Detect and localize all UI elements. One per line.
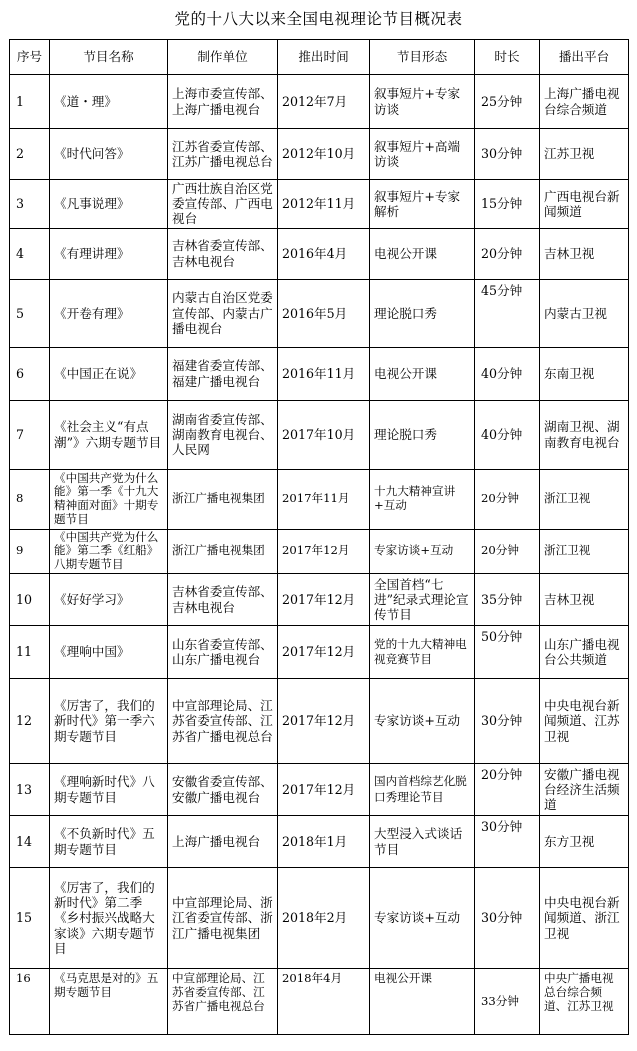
cell-format: 专家访谈+互动 [370, 868, 475, 969]
cell-no: 16 [10, 969, 50, 1035]
cell-producer: 吉林省委宣传部、吉林电视台 [168, 574, 278, 626]
cell-producer: 吉林省委宣传部、吉林电视台 [168, 228, 278, 279]
cell-length: 45分钟 [475, 279, 540, 347]
cell-no: 8 [10, 469, 50, 529]
cell-length: 30分钟 [475, 129, 540, 180]
header-no: 序号 [10, 40, 50, 75]
cell-producer: 福建省委宣传部、福建广播电视台 [168, 347, 278, 400]
cell-length: 20分钟 [475, 529, 540, 573]
table-row [10, 574, 629, 626]
table-row [10, 129, 629, 180]
table-row [10, 969, 629, 1035]
cell-name: 《厉害了，我们的新时代》第二季《乡村振兴战略大家谈》六期专题节目 [50, 868, 168, 969]
cell-platform: 浙江卫视 [540, 469, 629, 529]
table-row [10, 469, 629, 529]
cell-platform: 山东广播电视台公共频道 [540, 626, 629, 679]
cell-no: 5 [10, 279, 50, 347]
table-row [10, 347, 629, 400]
cell-producer: 中宣部理论局、江苏省委宣传部、江苏省广播电视总台 [168, 969, 278, 1035]
cell-date: 2012年11月 [278, 180, 370, 229]
header-length: 时长 [475, 40, 540, 75]
cell-format: 理论脱口秀 [370, 400, 475, 469]
table-row [10, 679, 629, 764]
table-row [10, 816, 629, 868]
cell-platform: 东南卫视 [540, 347, 629, 400]
cell-producer: 中宣部理论局、浙江省委宣传部、浙江广播电视集团 [168, 868, 278, 969]
cell-producer: 浙江广播电视集团 [168, 529, 278, 573]
cell-no: 2 [10, 129, 50, 180]
cell-format: 专家访谈+互动 [370, 529, 475, 573]
cell-no: 6 [10, 347, 50, 400]
table-row [10, 228, 629, 279]
cell-date: 2017年12月 [278, 764, 370, 816]
cell-name: 《厉害了，我们的新时代》第一季六期专题节目 [50, 679, 168, 764]
cell-platform: 广西电视台新闻频道 [540, 180, 629, 229]
cell-producer: 中宣部理论局、江苏省委宣传部、江苏省广播电视总台 [168, 679, 278, 764]
header-date: 推出时间 [278, 40, 370, 75]
cell-date: 2018年1月 [278, 816, 370, 868]
cell-producer: 江苏省委宣传部、江苏广播电视总台 [168, 129, 278, 180]
cell-platform: 湖南卫视、湖南教育电视台 [540, 400, 629, 469]
cell-length: 15分钟 [475, 180, 540, 229]
cell-platform: 中央电视台新闻频道、浙江卫视 [540, 868, 629, 969]
cell-date: 2017年12月 [278, 679, 370, 764]
cell-format: 专家访谈+互动 [370, 679, 475, 764]
cell-platform: 中央电视台新闻频道、江苏卫视 [540, 679, 629, 764]
cell-length: 50分钟 [475, 626, 540, 679]
cell-no: 11 [10, 626, 50, 679]
cell-platform: 江苏卫视 [540, 129, 629, 180]
cell-date: 2016年11月 [278, 347, 370, 400]
header-platform: 播出平台 [540, 40, 629, 75]
table-row [10, 180, 629, 229]
cell-date: 2018年2月 [278, 868, 370, 969]
cell-date: 2017年12月 [278, 626, 370, 679]
cell-length: 40分钟 [475, 347, 540, 400]
cell-platform: 中央广播电视总台综合频道、江苏卫视 [540, 969, 629, 1035]
cell-no: 4 [10, 228, 50, 279]
cell-no: 10 [10, 574, 50, 626]
cell-format: 全国首档“七进”纪录式理论宣传节目 [370, 574, 475, 626]
cell-name: 《马克思是对的》五期专题节目 [50, 969, 168, 1035]
cell-length: 20分钟 [475, 764, 540, 816]
cell-producer: 湖南省委宣传部、湖南教育电视台、人民网 [168, 400, 278, 469]
cell-date: 2012年7月 [278, 75, 370, 129]
table-row [10, 400, 629, 469]
cell-length: 35分钟 [475, 574, 540, 626]
cell-date: 2016年4月 [278, 228, 370, 279]
cell-length: 40分钟 [475, 400, 540, 469]
table-row [10, 75, 629, 129]
cell-name: 《不负新时代》五期专题节目 [50, 816, 168, 868]
cell-no: 9 [10, 529, 50, 573]
table-row [10, 279, 629, 347]
cell-producer: 安徽省委宣传部、安徽广播电视台 [168, 764, 278, 816]
cell-name: 《凡事说理》 [50, 180, 168, 229]
cell-format: 国内首档综艺化脱口秀理论节目 [370, 764, 475, 816]
cell-producer: 内蒙古自治区党委宣传部、内蒙古广播电视台 [168, 279, 278, 347]
cell-name: 《道・理》 [50, 75, 168, 129]
header-producer: 制作单位 [168, 40, 278, 75]
cell-format: 党的十九大精神电视竞赛节目 [370, 626, 475, 679]
cell-format: 电视公开课 [370, 969, 475, 1035]
table-row [10, 529, 629, 573]
cell-date: 2017年12月 [278, 574, 370, 626]
cell-no: 12 [10, 679, 50, 764]
cell-no: 1 [10, 75, 50, 129]
cell-platform: 东方卫视 [540, 816, 629, 868]
cell-producer: 上海市委宣传部、上海广播电视台 [168, 75, 278, 129]
cell-producer: 广西壮族自治区党委宣传部、广西电视台 [168, 180, 278, 229]
cell-no: 7 [10, 400, 50, 469]
cell-no: 3 [10, 180, 50, 229]
cell-length: 20分钟 [475, 469, 540, 529]
cell-platform: 吉林卫视 [540, 574, 629, 626]
table-title: 党的十八大以来全国电视理论节目概况表 [174, 10, 463, 28]
programs-table [9, 39, 629, 1035]
cell-platform: 内蒙古卫视 [540, 279, 629, 347]
cell-length: 30分钟 [475, 868, 540, 969]
cell-date: 2016年5月 [278, 279, 370, 347]
cell-length: 30分钟 [475, 816, 540, 868]
header-format: 节目形态 [370, 40, 475, 75]
cell-name: 《理响新时代》八期专题节目 [50, 764, 168, 816]
cell-format: 叙事短片+专家访谈 [370, 75, 475, 129]
cell-date: 2017年10月 [278, 400, 370, 469]
cell-length: 25分钟 [475, 75, 540, 129]
table-row [10, 626, 629, 679]
cell-platform: 浙江卫视 [540, 529, 629, 573]
cell-format: 电视公开课 [370, 228, 475, 279]
header-row [10, 40, 629, 75]
cell-format: 十九大精神宣讲+互动 [370, 469, 475, 529]
table-row [10, 764, 629, 816]
cell-no: 14 [10, 816, 50, 868]
cell-format: 电视公开课 [370, 347, 475, 400]
cell-platform: 安徽广播电视台经济生活频道 [540, 764, 629, 816]
cell-name: 《时代问答》 [50, 129, 168, 180]
cell-name: 《有理讲理》 [50, 228, 168, 279]
cell-length: 30分钟 [475, 679, 540, 764]
header-name: 节目名称 [50, 40, 168, 75]
cell-name: 《好好学习》 [50, 574, 168, 626]
cell-producer: 山东省委宣传部、山东广播电视台 [168, 626, 278, 679]
cell-name: 《中国正在说》 [50, 347, 168, 400]
cell-name: 《理响中国》 [50, 626, 168, 679]
cell-producer: 上海广播电视台 [168, 816, 278, 868]
cell-date: 2018年4月 [278, 969, 370, 1035]
table-row [10, 868, 629, 969]
cell-length: 20分钟 [475, 228, 540, 279]
cell-no: 15 [10, 868, 50, 969]
cell-name: 《开卷有理》 [50, 279, 168, 347]
cell-date: 2012年10月 [278, 129, 370, 180]
cell-date: 2017年11月 [278, 469, 370, 529]
cell-no: 13 [10, 764, 50, 816]
cell-name: 《中国共产党为什么能》第二季《红船》八期专题节目 [50, 529, 168, 573]
cell-format: 叙事短片+专家解析 [370, 180, 475, 229]
cell-platform: 吉林卫视 [540, 228, 629, 279]
cell-date: 2017年12月 [278, 529, 370, 573]
cell-format: 叙事短片+高端访谈 [370, 129, 475, 180]
cell-format: 理论脱口秀 [370, 279, 475, 347]
cell-producer: 浙江广播电视集团 [168, 469, 278, 529]
cell-name: 《社会主义“有点潮”》六期专题节目 [50, 400, 168, 469]
cell-format: 大型浸入式谈话节目 [370, 816, 475, 868]
cell-name: 《中国共产党为什么能》第一季《十九大精神面对面》十期专题节目 [50, 469, 168, 529]
cell-length: 33分钟 [475, 969, 540, 1035]
cell-platform: 上海广播电视台综合频道 [540, 75, 629, 129]
